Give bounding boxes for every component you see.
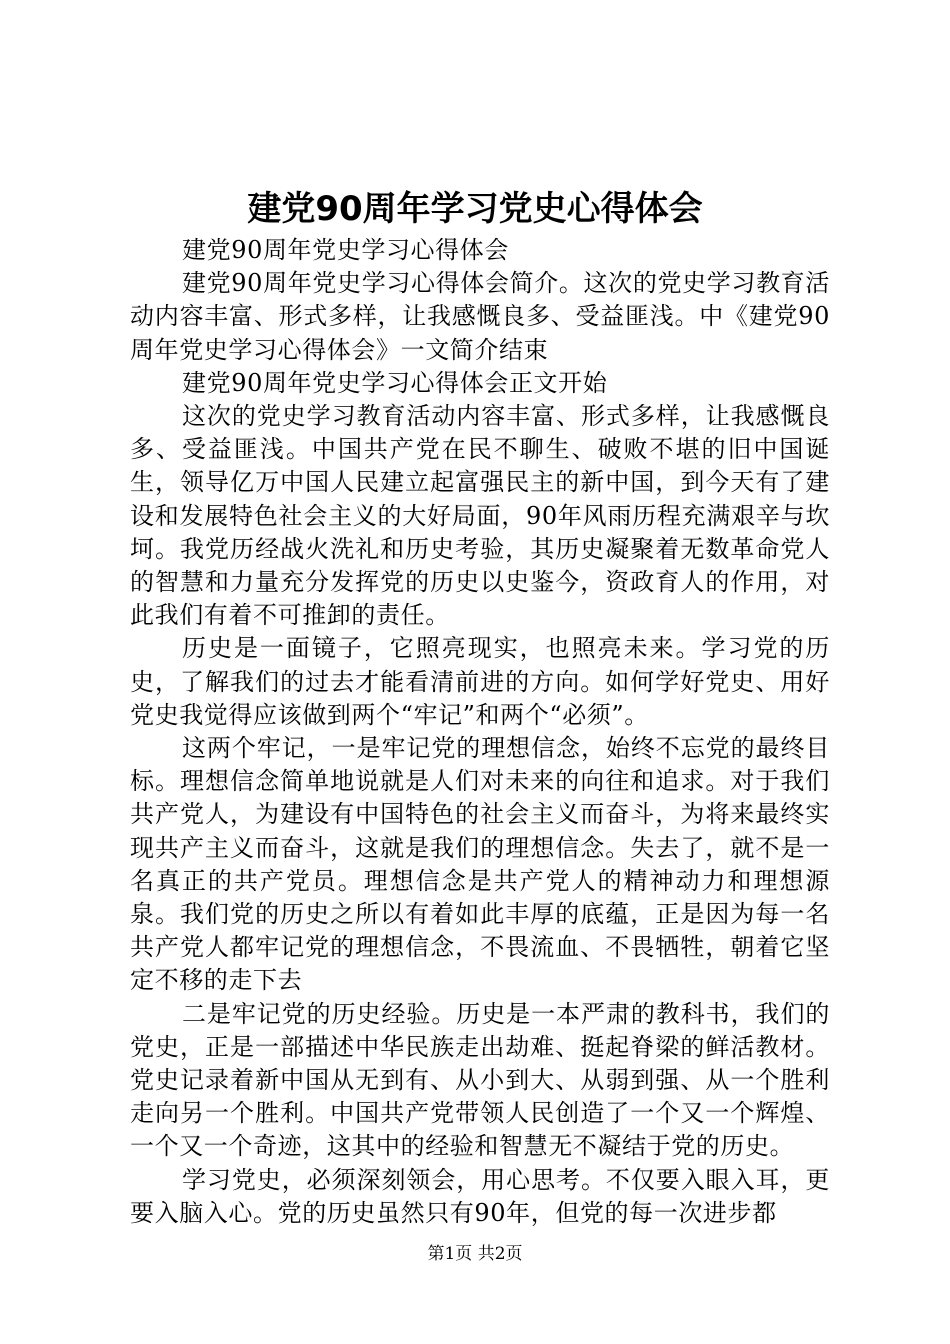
paragraph-body-start: 建党90周年党史学习心得体会正文开始 [182,368,608,397]
paragraph-subtitle: 建党90周年党史学习心得体会 [182,236,509,264]
document-title: 建党90周年学习党史心得体会 [247,189,703,229]
paragraph-first-remember: 这两个牢记，一是牢记党的理想信念，始终不忘党的最终目标。理想信念简单地说就是人们对未来的向往和追求。对于我们共产党人，为建设有中国特色的社会主义而奋斗，为将来最终实现共产主义而奋斗，这就是我们的理想信念。失去了，就不是一名真正的共产党员。理想信念是共产党人的精神动力和理想源泉。我们党的历史之所以有着如此丰厚的底蕴，正是因为每一名共产党人都牢记党的理想信念，不畏流血、不畏牺牲，朝着它坚定不移的走下去 [130,734,830,995]
paragraph-history-mirror: 历史是一面镜子，它照亮现实，也照亮未来。学习党的历史，了解我们的过去才能看清前进的方向。如何学好党史、用好党史我觉得应该做到两个“牢记”和两个“必须”。 [130,634,830,729]
paragraph-study-history: 学习党史，必须深刻领会，用心思考。不仅要入眼入耳，更要入脑入心。党的历史虽然只有90年，但党的每一次进步都 [130,1165,830,1227]
paragraph-intro: 这次的党史学习教育活动内容丰富、形式多样，让我感慨良多、受益匪浅。中国共产党在民不聊生、破败不堪的旧中国诞生，领导亿万中国人民建立起富强民主的新中国，到今天有了建设和发展特色社会主义的大好局面，90年风雨历程充满艰辛与坎坷。我党历经战火洗礼和历史考验，其历史凝聚着无数革命党人的智慧和力量充分发挥党的历史以史鉴今，资政育人的作用，对此我们有着不可推卸的责任。 [130,402,830,630]
paragraph-summary: 建党90周年党史学习心得体会简介。这次的党史学习教育活动内容丰富、形式多样，让我感慨良多、受益匪浅。中《建党90周年党史学习心得体会》一文简介结束 [130,269,830,364]
document-body [130,234,830,1230]
paragraph-second-remember: 二是牢记党的历史经验。历史是一本严肃的教科书，我们的党史，正是一部描述中华民族走出劫难、挺起脊梁的鲜活教材。党史记录着新中国从无到有、从小到大、从弱到强、从一个胜利走向另一个胜利。中国共产党带领人民创造了一个又一个辉煌、一个又一个奇迹，这其中的经验和智慧无不凝结于党的历史。 [130,999,830,1161]
page-number: 第1页 共2页 [427,1244,523,1264]
